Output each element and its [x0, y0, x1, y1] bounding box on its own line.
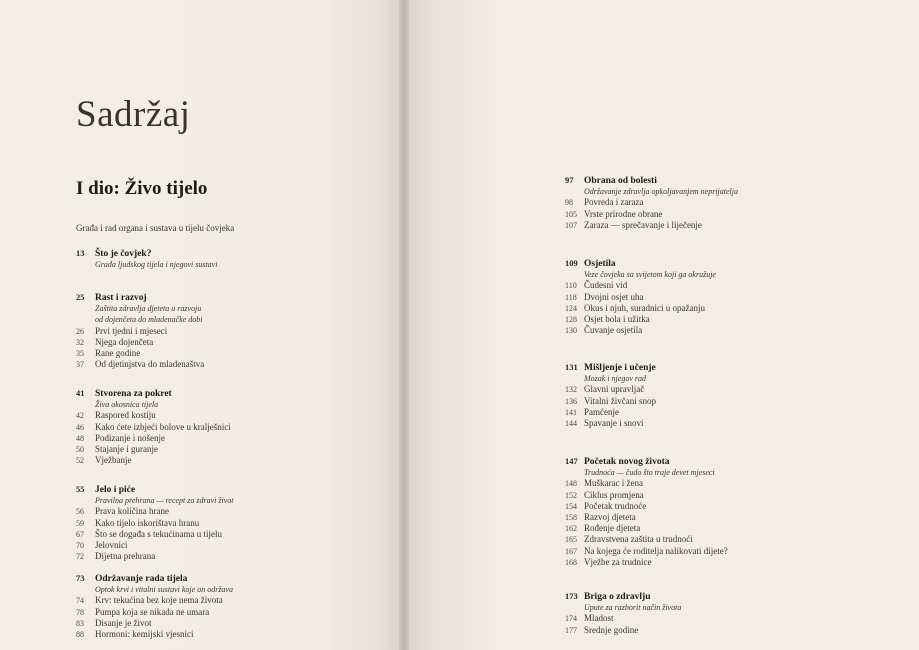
part-title: I dio: Živo tijelo [76, 178, 208, 199]
toc-entry [565, 501, 885, 512]
toc-entry [76, 337, 366, 348]
toc-entry [565, 512, 885, 523]
toc-entry [565, 209, 885, 220]
toc-entry [565, 314, 885, 325]
toc-entry [76, 529, 366, 540]
section-title: Jelo i piće [95, 485, 136, 495]
entry-title: Mladost [584, 613, 614, 624]
toc-entry [76, 455, 366, 466]
entry-page-number: 144 [565, 418, 577, 428]
section-subtitle: Optok krvi i vitalni sustavi koje on održava [95, 585, 233, 595]
entry-page-number: 32 [76, 337, 84, 347]
section-title: Početak novog života [584, 457, 670, 467]
entry-title: Spavanje i snovi [584, 417, 644, 428]
entry-title: Vitalni živčani snop [584, 395, 656, 406]
toc-entry [565, 478, 885, 489]
entry-title: Na kojega će roditelja nalikovati dijete? [584, 545, 728, 556]
entry-title: Vježbe za trudnice [584, 556, 652, 567]
entry-title: Čuvanje osjetila [584, 325, 643, 336]
entry-title: Zaraza — sprečavanje i liječenje [584, 219, 702, 230]
section-subtitle: od dojenčeta do mladenačke dobi [95, 315, 203, 325]
toc-section [76, 292, 366, 370]
entry-title: Kako tijelo iskorištava hranu [95, 517, 200, 528]
entry-page-number: 141 [565, 407, 577, 417]
section-title: Što je čovjek? [95, 249, 152, 259]
entry-title: Povreda i zaraza [584, 197, 644, 208]
entry-title: Početak trudnoće [584, 500, 647, 511]
toc-entry [565, 407, 885, 418]
toc-section [565, 258, 885, 336]
toc-section-heading [76, 573, 366, 584]
entry-page-number: 130 [565, 326, 577, 336]
toc-entry [565, 292, 885, 303]
toc-entry [565, 625, 885, 636]
toc-entry [76, 595, 366, 606]
entry-title: Dijetna prehrana [95, 551, 156, 562]
entry-title: Rane godine [95, 347, 141, 358]
entry-page-number: 26 [76, 326, 84, 336]
toc-entry [565, 220, 885, 231]
toc-entry [76, 410, 366, 421]
section-page-number: 55 [76, 484, 85, 494]
entry-title: Vrste prirodne obrane [584, 208, 663, 219]
entry-page-number: 128 [565, 314, 577, 324]
entry-title: Vježbanje [95, 455, 132, 466]
entry-title: Osjet bola i užitka [584, 313, 650, 324]
toc-entry [565, 280, 885, 291]
toc-section [565, 456, 885, 568]
entry-page-number: 148 [565, 479, 577, 489]
book-gutter [399, 0, 409, 650]
section-subtitle: Upute za razborit način života [584, 603, 682, 613]
entry-page-number: 98 [565, 198, 573, 208]
toc-section [565, 591, 885, 636]
entry-title: Krv: tekućina bez koje nema života [95, 595, 223, 606]
toc-section [76, 484, 366, 562]
toc-section [565, 175, 885, 231]
entry-title: Stajanje i guranje [95, 443, 158, 454]
toc-entry [76, 422, 366, 433]
entry-page-number: 136 [565, 396, 577, 406]
entry-page-number: 72 [76, 552, 84, 562]
entry-page-number: 46 [76, 422, 84, 432]
section-subtitle: Održavanje zdravlja opkoljavanjem neprijatelja [584, 187, 738, 197]
toc-entry [76, 433, 366, 444]
entry-title: Rođenje djeteta [584, 523, 641, 534]
toc-entry [565, 197, 885, 208]
toc-section [76, 248, 366, 270]
entry-page-number: 174 [565, 614, 577, 624]
toc-entry [565, 325, 885, 336]
section-page-number: 109 [565, 258, 578, 268]
entry-title: Čudesni vid [584, 280, 628, 291]
entry-page-number: 107 [565, 220, 577, 230]
toc-section-heading [565, 456, 885, 467]
part-subtitle: Građa i rad organa i sustava u tijelu čovjeka [76, 223, 235, 233]
entry-title: Raspored kostiju [95, 410, 156, 421]
toc-entry [565, 557, 885, 568]
entry-title: Jelovnici [95, 539, 128, 550]
section-title: Obrana od bolesti [584, 176, 657, 186]
section-title: Stvorena za pokret [95, 389, 172, 399]
toc-entry [565, 418, 885, 429]
entry-page-number: 37 [76, 360, 84, 370]
entry-page-number: 56 [76, 507, 84, 517]
toc-entry [565, 396, 885, 407]
entry-page-number: 50 [76, 444, 84, 454]
entry-title: Ciklus promjena [584, 489, 644, 500]
section-page-number: 41 [76, 388, 85, 398]
entry-title: Okus i njuh, suradnici u opažanju [584, 302, 705, 313]
section-subtitle: Građa ljudskog tijela i njegovi sustavi [95, 260, 218, 270]
toc-entry [76, 518, 366, 529]
section-page-number: 13 [76, 248, 85, 258]
entry-page-number: 48 [76, 433, 84, 443]
section-title: Mišljenje i učenje [584, 363, 656, 373]
toc-entry [76, 359, 366, 370]
section-title: Osjetila [584, 259, 616, 269]
section-title: Briga o zdravlju [584, 592, 651, 602]
section-page-number: 131 [565, 362, 578, 372]
entry-title: Zdravstvena zaštita u trudnoći [584, 534, 693, 545]
toc-section-heading [565, 591, 885, 602]
toc-section-heading [76, 248, 366, 259]
toc-section [76, 573, 366, 640]
section-page-number: 97 [565, 175, 574, 185]
section-subtitle: Pravilna prehrana — recept za zdravi život [95, 496, 234, 506]
toc-entry [565, 303, 885, 314]
toc-entry [76, 444, 366, 455]
entry-title: Glavni upravljač [584, 384, 645, 395]
entry-title: Od djetinjstva do mladenaštva [95, 359, 205, 370]
toc-section-heading [565, 362, 885, 373]
entry-page-number: 52 [76, 456, 84, 466]
entry-page-number: 158 [565, 512, 577, 522]
entry-page-number: 83 [76, 618, 84, 628]
entry-page-number: 35 [76, 348, 84, 358]
toc-entry [76, 540, 366, 551]
entry-page-number: 177 [565, 625, 577, 635]
entry-title: Njega dojenčeta [95, 336, 154, 347]
entry-page-number: 67 [76, 529, 84, 539]
toc-entry [565, 613, 885, 624]
toc-section-heading [565, 175, 885, 186]
entry-page-number: 110 [565, 281, 577, 291]
entry-page-number: 162 [565, 524, 577, 534]
toc-entry [76, 348, 366, 359]
section-subtitle: Zaštita zdravlja djeteta u razvoju [95, 304, 202, 314]
entry-title: Razvoj djeteta [584, 511, 636, 522]
entry-page-number: 88 [76, 629, 84, 639]
entry-page-number: 105 [565, 209, 577, 219]
entry-page-number: 70 [76, 540, 84, 550]
entry-page-number: 168 [565, 557, 577, 567]
section-subtitle: Trudnoća — čudo što traje devet mjeseci [584, 468, 715, 478]
toc-entry [565, 384, 885, 395]
entry-page-number: 42 [76, 411, 84, 421]
entry-page-number: 152 [565, 490, 577, 500]
toc-entry [76, 629, 366, 640]
entry-title: Dvojni osjet uha [584, 291, 644, 302]
entry-title: Hormoni: kemijski vjesnici [95, 628, 194, 639]
toc-entry [565, 546, 885, 557]
entry-page-number: 74 [76, 596, 84, 606]
entry-page-number: 154 [565, 501, 577, 511]
entry-page-number: 118 [565, 292, 577, 302]
section-title: Održavanje rada tijela [95, 574, 188, 584]
section-subtitle: Veze čovjeka sa svijetom koji ga okružuje [584, 270, 716, 280]
page-heading: Sadržaj [76, 94, 191, 135]
toc-entry [565, 490, 885, 501]
entry-page-number: 59 [76, 518, 84, 528]
toc-entry [76, 506, 366, 517]
toc-entry [76, 551, 366, 562]
entry-title: Pamćenje [584, 406, 619, 417]
entry-page-number: 78 [76, 607, 84, 617]
section-page-number: 147 [565, 456, 578, 466]
entry-page-number: 124 [565, 303, 577, 313]
entry-title: Disanje je život [95, 617, 152, 628]
toc-entry [76, 618, 366, 629]
toc-section [76, 388, 366, 466]
section-page-number: 173 [565, 591, 578, 601]
entry-title: Pumpa koja se nikada ne umara [95, 606, 210, 617]
section-subtitle: Mozak i njegov rad [584, 374, 646, 384]
toc-entry [565, 534, 885, 545]
section-page-number: 25 [76, 292, 85, 302]
entry-page-number: 165 [565, 535, 577, 545]
entry-title: Muškarac i žena [584, 478, 643, 489]
entry-title: Kako ćete izbjeći bolove u kralješnici [95, 421, 231, 432]
section-subtitle: Živa okosnica tijela [95, 400, 159, 410]
entry-page-number: 167 [565, 546, 577, 556]
entry-title: Podizanje i nošenje [95, 432, 165, 443]
toc-section-heading [76, 484, 366, 495]
section-page-number: 73 [76, 573, 85, 583]
entry-title: Prvi tjedni i mjeseci [95, 325, 168, 336]
section-title: Rast i razvoj [95, 293, 147, 303]
toc-entry [76, 607, 366, 618]
entry-title: Što se događa s tekućinama u tijelu [95, 528, 222, 539]
toc-entry [565, 523, 885, 534]
entry-title: Prava količina hrane [95, 506, 169, 517]
toc-section-heading [76, 388, 366, 399]
toc-section-heading [76, 292, 366, 303]
entry-title: Srednje godine [584, 624, 639, 635]
toc-section-heading [565, 258, 885, 269]
toc-section [565, 362, 885, 429]
entry-page-number: 132 [565, 385, 577, 395]
toc-entry [76, 326, 366, 337]
